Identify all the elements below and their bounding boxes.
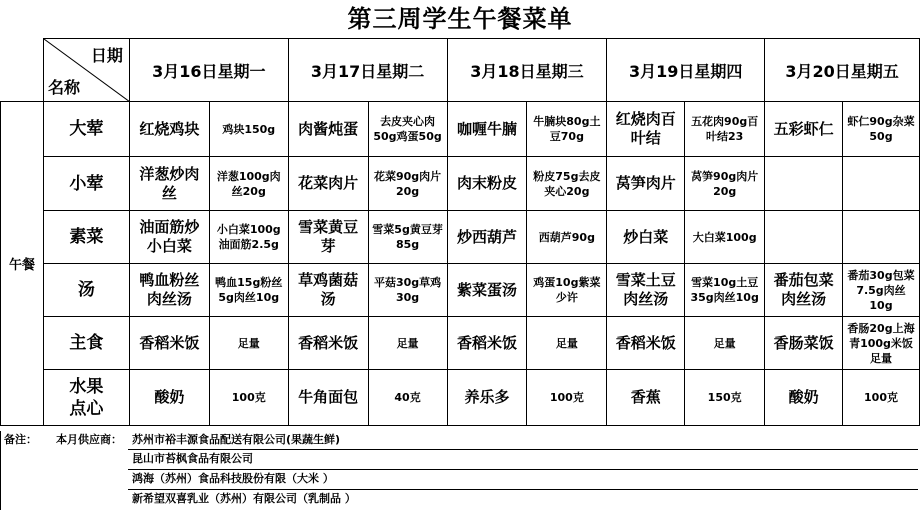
day-header-mon: 3月16日星期一 [129,39,288,102]
dish-name: 花菜肉片 [288,157,368,211]
supplier-2: 昆山市苔枫食品有限公司 [132,452,253,465]
dish-name: 草鸡菌菇汤 [288,264,368,317]
blank-corner-cell [1,39,44,102]
dish-amount: 五花肉90g百叶结23 [685,102,765,157]
dish-name: 香稻米饭 [129,317,209,370]
header-corner-cell [43,39,129,102]
dish-amount: 虾仁90g杂菜50g [843,102,920,157]
supplier-row-4 [0,490,920,508]
dish-amount: 去皮夹心肉50g鸡蛋50g [368,102,447,157]
notes-label: 备注： [4,433,37,446]
dish-amount: 雪菜5g黄豆芽85g [368,211,447,264]
dish-amount: 100克 [527,370,607,426]
dish-name: 五彩虾仁 [765,102,843,157]
dish-name: 油面筋炒小白菜 [129,211,209,264]
dish-name: 雪菜黄豆芽 [288,211,368,264]
dish-amount: 足量 [368,317,447,370]
dish-name [765,211,843,264]
dish-name: 番茄包菜肉丝汤 [765,264,843,317]
dish-name: 牛角面包 [288,370,368,426]
menu-row [1,317,920,370]
day-header-tue: 3月17日星期二 [288,39,447,102]
dish-name: 香稻米饭 [607,317,685,370]
dish-amount: 西葫芦90g [527,211,607,264]
dish-name: 紫菜蛋汤 [447,264,527,317]
dish-amount: 香肠20g上海青100g米饭足量 [843,317,920,370]
dish-amount: 牛腩块80g土豆70g [527,102,607,157]
supplier-row-3 [0,470,920,488]
dish-name: 洋葱炒肉丝 [129,157,209,211]
category-label: 水果点心 [43,370,129,426]
dish-name: 红烧肉百叶结 [607,102,685,157]
dish-name: 酸奶 [129,370,209,426]
day-header-thu: 3月19日星期四 [607,39,765,102]
dish-amount: 平菇30g草鸡30g [368,264,447,317]
dish-amount: 洋葱100g肉丝20g [209,157,288,211]
dish-name: 炒白菜 [607,211,685,264]
meal-label: 午餐 [1,102,44,426]
day-header-fri: 3月20日星期五 [765,39,920,102]
supplier-row-2 [0,450,920,468]
category-label: 大荤 [43,102,129,157]
menu-row [1,211,920,264]
date-header-label: 日期 [90,46,123,65]
day-header-wed: 3月18日星期三 [447,39,607,102]
dish-amount: 100克 [843,370,920,426]
dish-name: 莴笋肉片 [607,157,685,211]
dish-name: 养乐多 [447,370,527,426]
dish-amount: 莴笋90g肉片20g [685,157,765,211]
lunch-menu-table [0,38,920,426]
dish-amount: 鸭血15g粉丝5g肉丝10g [209,264,288,317]
category-label: 汤 [43,264,129,317]
dish-amount: 雪菜10g土豆35g肉丝10g [685,264,765,317]
dish-amount: 足量 [685,317,765,370]
dish-amount: 150克 [685,370,765,426]
dish-name: 肉末粉皮 [447,157,527,211]
dish-amount [843,157,920,211]
dish-name: 香稻米饭 [447,317,527,370]
dish-amount: 足量 [527,317,607,370]
notes-section [0,431,920,510]
supplier-row-1 [0,431,920,449]
dish-name: 酸奶 [765,370,843,426]
dish-name: 香稻米饭 [288,317,368,370]
header-row [1,39,920,102]
dish-name: 雪菜土豆肉丝汤 [607,264,685,317]
category-label: 主食 [43,317,129,370]
dish-amount: 40克 [368,370,447,426]
dish-name [765,157,843,211]
dish-name: 炒西葫芦 [447,211,527,264]
supplier-4: 新希望双喜乳业（苏州）有限公司（乳制品 ） [132,492,356,505]
menu-row [1,370,920,426]
dish-amount: 鸡块150g [209,102,288,157]
dish-name: 香蕉 [607,370,685,426]
dish-amount: 花菜90g肉片20g [368,157,447,211]
dish-amount: 鸡蛋10g紫菜少许 [527,264,607,317]
dish-name: 鸭血粉丝肉丝汤 [129,264,209,317]
dish-amount: 番茄30g包菜7.5g肉丝10g [843,264,920,317]
menu-row [1,102,920,157]
dish-amount: 100克 [209,370,288,426]
dish-amount: 小白菜100g油面筋2.5g [209,211,288,264]
dish-name: 香肠菜饭 [765,317,843,370]
supplier-3: 鸿海（苏州）食品科技股份有限（大米 ） [132,472,334,485]
dish-amount: 足量 [209,317,288,370]
supplier-label: 本月供应商： [56,433,122,446]
dish-amount: 大白菜100g [685,211,765,264]
menu-row [1,264,920,317]
category-label: 素菜 [43,211,129,264]
page-title: 第三周学生午餐菜单 [347,5,573,33]
dish-amount: 粉皮75g去皮夹心20g [527,157,607,211]
menu-row [1,157,920,211]
name-header-label: 名称 [47,78,80,97]
category-label: 小荤 [43,157,129,211]
supplier-1: 苏州市裕丰源食品配送有限公司(果蔬生鲜) [132,433,341,446]
dish-name: 红烧鸡块 [129,102,209,157]
dish-name: 肉酱炖蛋 [288,102,368,157]
dish-amount [843,211,920,264]
dish-name: 咖喱牛腩 [447,102,527,157]
